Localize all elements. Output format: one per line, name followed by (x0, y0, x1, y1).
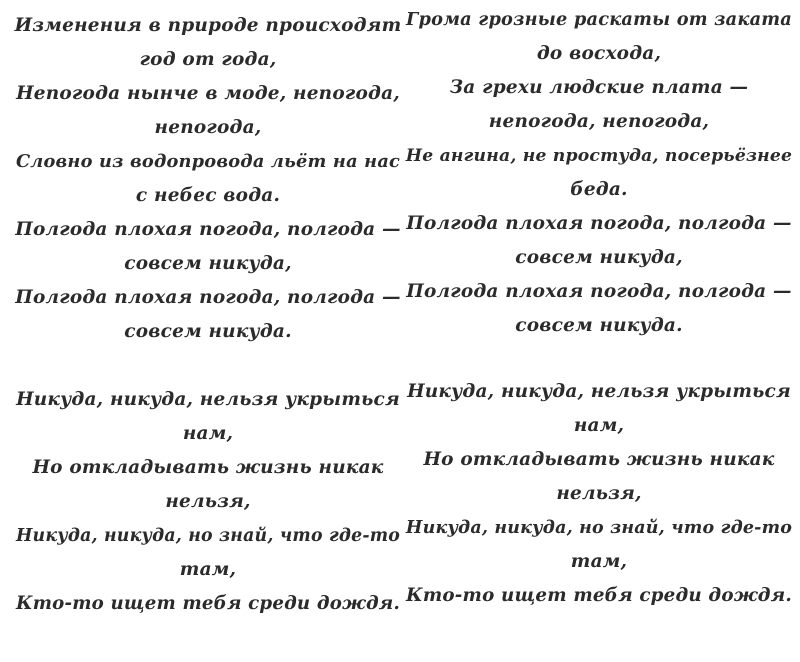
lyric-line: там, (570, 551, 628, 572)
lyric-line: нельзя, (556, 483, 642, 504)
right-column (404, 3, 794, 613)
lyric-line: Полгода плохая погода, полгода — (406, 213, 792, 234)
lyric-line: Непогода нынче в моде, непогода, (16, 83, 400, 104)
lyric-line: Грома грозные раскаты от заката (406, 9, 792, 30)
lyric-line: с небес вода. (135, 185, 281, 206)
lyric-line: непогода, (154, 117, 262, 138)
lyric-line: непогода, непогода, (488, 111, 710, 132)
right-chorus (404, 375, 794, 613)
left-chorus (14, 383, 402, 621)
lyric-line: нам, (573, 415, 625, 436)
lyric-line: до восхода, (536, 43, 662, 64)
lyric-line: совсем никуда, (124, 253, 292, 274)
stanza-gap (404, 343, 794, 375)
lyric-line: Полгода плохая погода, полгода — (406, 281, 792, 302)
lyric-line: Никуда, никуда, но знай, что где-то (15, 526, 401, 546)
left-column (14, 9, 402, 621)
lyric-line: Кто-то ищет тебя среди дождя. (16, 593, 400, 614)
lyric-line: Никуда, никуда, нельзя укрыться (16, 389, 400, 410)
lyric-line: Не ангина, не простуда, посерьёзнее (405, 146, 793, 166)
lyric-line: беда. (570, 179, 628, 200)
lyric-line: совсем никуда. (515, 315, 683, 336)
lyric-line: совсем никуда. (124, 321, 292, 342)
lyric-line: Словно из водопровода льёт на нас (15, 151, 401, 172)
lyric-line: Изменения в природе происходят (14, 15, 402, 36)
lyric-line: там, (179, 559, 237, 580)
lyric-line: совсем никуда, (515, 247, 683, 268)
lyric-line: Кто-то ищет тебя среди дождя. (406, 585, 792, 606)
lyric-line: Полгода плохая погода, полгода — (15, 219, 401, 240)
stanza-gap (14, 349, 402, 383)
lyric-line: Полгода плохая погода, полгода — (15, 287, 401, 308)
left-verse (14, 9, 402, 349)
lyric-line: год от года, (139, 49, 277, 70)
lyric-line: Но откладывать жизнь никак (423, 449, 775, 470)
lyric-line: нельзя, (165, 491, 251, 512)
right-verse (404, 3, 794, 343)
lyric-line: Никуда, никуда, но знай, что где-то (405, 518, 793, 538)
lyric-line: За грехи людские плата — (449, 77, 749, 98)
lyric-line: нам, (182, 423, 234, 444)
lyric-line: Но откладывать жизнь никак (32, 457, 384, 478)
lyric-line: Никуда, никуда, нельзя укрыться (407, 381, 791, 402)
